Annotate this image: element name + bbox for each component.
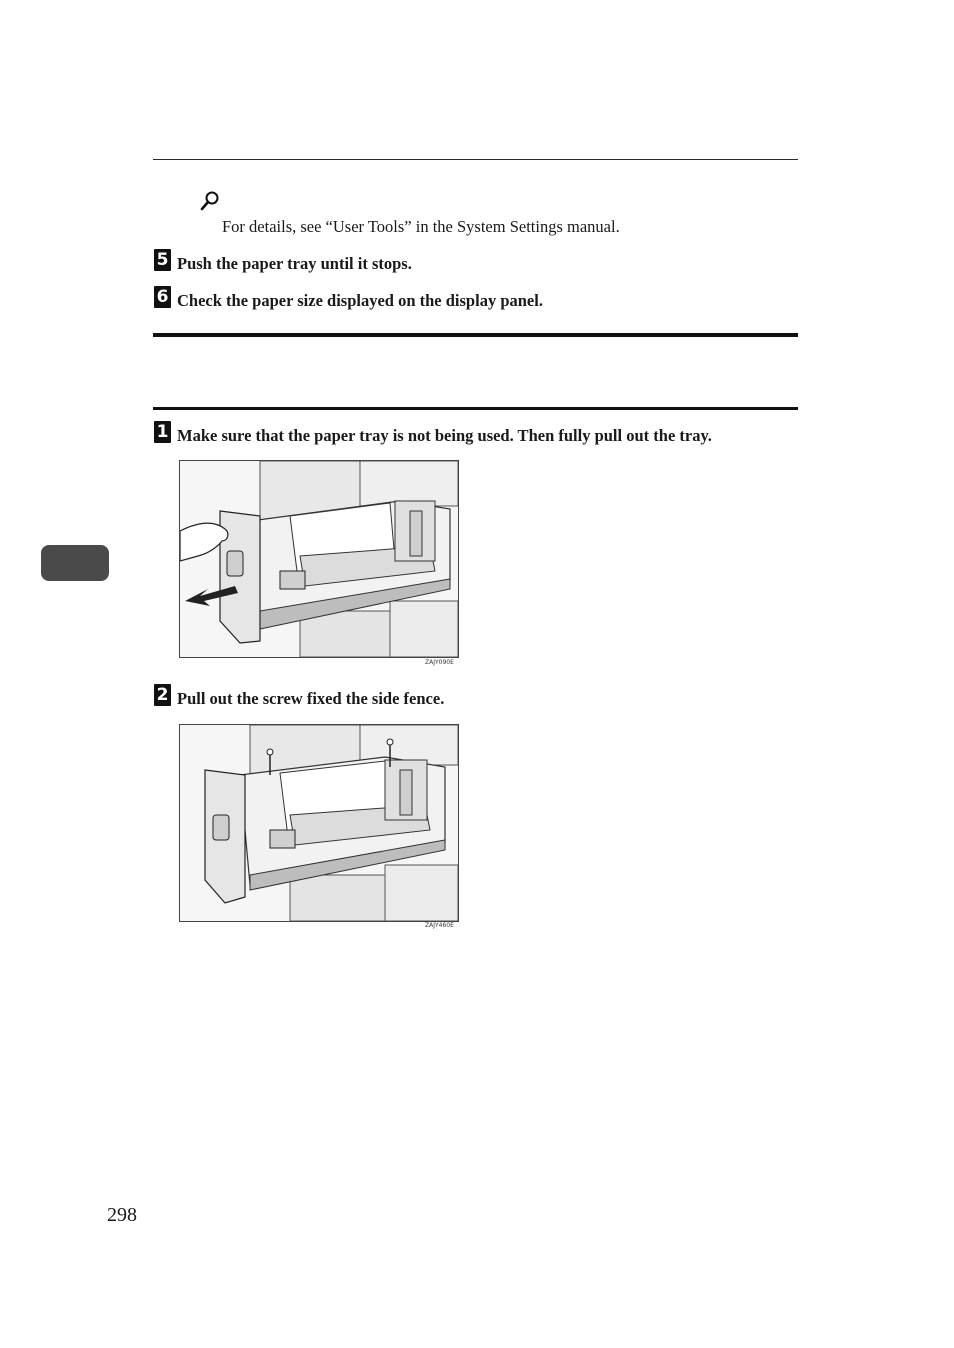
reference-text: For details, see “User Tools” in the System Settings manual.	[222, 217, 620, 236]
magnifier-icon	[199, 189, 223, 213]
figure-pull-out-tray	[179, 460, 459, 658]
step-number-1: 1	[154, 421, 171, 443]
step-text-pull-out-tray: Make sure that the paper tray is not being used. Then fully pull out the tray.	[177, 426, 712, 445]
step-number-6: 6	[154, 286, 171, 308]
step-text-pull-out-screw: Pull out the screw fixed the side fence.	[177, 689, 445, 708]
figure-code: ZAJY090E	[425, 659, 454, 666]
step-number-2: 2	[154, 684, 171, 706]
header-rule	[153, 159, 798, 160]
figure-code: ZAJY460E	[425, 922, 454, 929]
section-end-rule	[153, 333, 798, 337]
step-text-check-paper-size: Check the paper size displayed on the display panel.	[177, 291, 543, 310]
step-number-5: 5	[154, 249, 171, 271]
chapter-tab	[41, 545, 109, 581]
section-start-rule	[153, 407, 798, 410]
page-number: 298	[107, 1204, 137, 1226]
step-text-push-tray: Push the paper tray until it stops.	[177, 254, 412, 273]
figure-pull-out-screw	[179, 724, 459, 922]
